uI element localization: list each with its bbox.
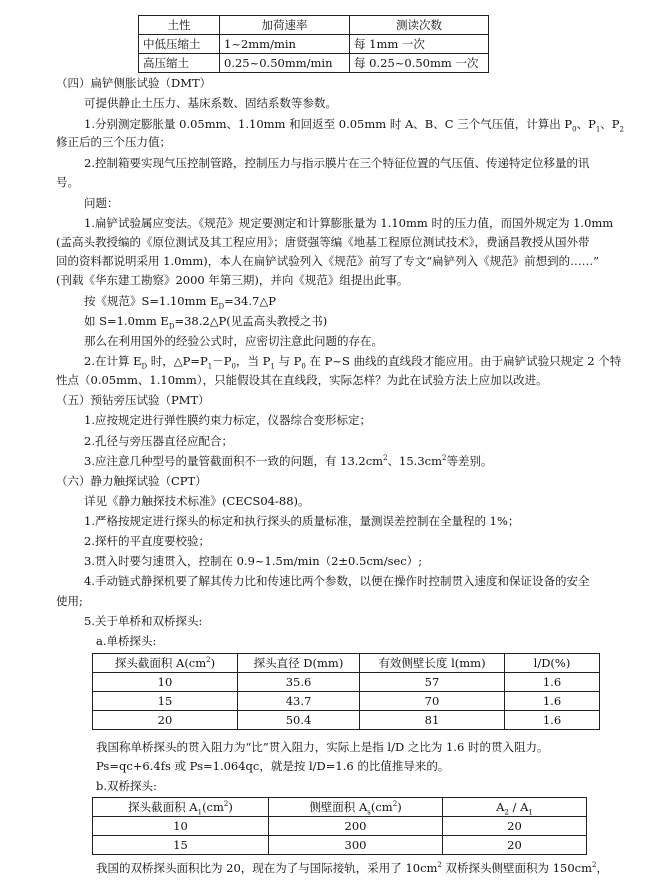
table-cell: 10 <box>93 817 269 836</box>
dmt-para1-line1: 1.分别测定膨胀量 0.05mm、1.10mm 和回返至 0.05mm 时 A、B、C 三个气压值，计算出 $P_0$、$P_1$、$P_2$ <box>84 117 625 134</box>
table-header-cell: 加荷速率 <box>220 16 350 35</box>
dmt-q2-line2: 性点（0.05mm、1.10mm），只能假设其在直线段，实际怎样？为此在试验方法上应加以改进。 <box>56 373 548 387</box>
table-header-cell: 探头截面积 $A(cm^2)$ <box>93 654 238 673</box>
pmt-line-3: 3.应注意几种型号的量管截面积不一致的问题，有 $13.2cm^2$、$15.3cm^2$等差别。 <box>84 454 493 468</box>
table-header-row <box>93 798 587 817</box>
table-cell: 1.6 <box>505 692 600 711</box>
cpt-line-3: 3.贯入时要匀速贯入，控制在 0.9~1.5m/min（2±0.5cm/sec）; <box>84 554 423 568</box>
pmt-line-1: 1.应按规定进行弹性膜约束力标定，仪器综合变形标定； <box>84 413 371 427</box>
soil-rate-table <box>138 15 489 73</box>
section-heading-dmt: （四）扁铲侧胀试验（DMT） <box>56 76 212 90</box>
table-row <box>93 692 600 711</box>
cpt-line-4b: 使用; <box>56 594 83 608</box>
table-cell: 1.6 <box>505 711 600 730</box>
pmt-line-2: 2.孔径与旁压器直径应配合； <box>84 434 233 448</box>
cpt-reference: 详见《静力触探技术标准》(CECS04-88)。 <box>84 494 310 508</box>
table-cell: 每 0.25~0.50mm 一次 <box>350 54 489 73</box>
cpt-line-1: 1.严格按规定进行探头的标定和执行探头的质量标准，量测误差控制在全量程的 1%； <box>84 514 520 528</box>
dmt-q1-line1: 1.扁铲试验属应变法。《规范》规定要测定和计算膨胀量为 1.10mm 时的压力值，而国外规定为 1.0mm <box>84 216 614 230</box>
table-row <box>93 711 600 730</box>
dmt-q1-line2: (孟高头教授编的《原位测试及其工程应用》；唐贤强等编《地基工程原位测试技术》，费涵昌教授从国外带 <box>56 235 590 249</box>
table-header-row <box>93 654 600 673</box>
dmt-para2-line1: 2.控制箱要实现气压控制管路，控制压力与指示膜片在三个特征位置的气压值、传递特定位移量的讯 <box>84 156 590 170</box>
table-header-cell: 探头直径 D(mm) <box>238 654 360 673</box>
dmt-q1-line3: 回的资料都说明采用 1.0mm)，本人在扁铲试验列入《规范》前写了专文“扁铲列入《规范》前想到的……” <box>56 254 599 268</box>
dmt-note: 那么在利用国外的经验公式时，应密切注意此问题的存在。 <box>84 334 383 348</box>
table-cell: 20 <box>443 836 587 855</box>
cpt-line-5: 5.关于单桥和双桥探头: <box>84 614 203 628</box>
table-cell: 15 <box>93 692 238 711</box>
table-cell: 57 <box>360 673 505 692</box>
table-cell: 70 <box>360 692 505 711</box>
table-cell: 中低压缩土 <box>139 35 220 54</box>
dmt-problems-label: 问题： <box>84 196 119 210</box>
dmt-para1-line2: 修正后的三个压力值； <box>56 135 171 149</box>
table-cell: 20 <box>443 817 587 836</box>
table-header-cell: l/D(%) <box>505 654 600 673</box>
single-probe-note-1: 我国称单桥探头的贯入阻力为“比”贯入阻力，实际上是指 l/D 之比为 1.6 时的贯入阻力。 <box>96 740 549 754</box>
table-cell: 1~2mm/min <box>220 35 350 54</box>
table-row <box>139 35 489 54</box>
cpt-single-label: a.单桥探头: <box>96 634 157 648</box>
dmt-q1-line4: (刊载《华东建工勘察》2000 年第三期)，并向《规范》组提出此事。 <box>56 273 409 287</box>
dmt-para2-line2: 号。 <box>56 175 79 189</box>
table-cell: 高压缩土 <box>139 54 220 73</box>
table-cell: 20 <box>93 711 238 730</box>
table-cell: 15 <box>93 836 269 855</box>
double-probe-note-1: 我国的双桥探头面积比为 20，现在为了与国际接轨，采用了 $10cm^2$ 双桥探头侧壁面积为 $150cm^2$， <box>96 861 608 875</box>
table-header-cell: 侧壁面积 $A_s(cm^2)$ <box>269 798 443 817</box>
dmt-formula-2: 如 S=1.0mm $E_D=38.2\triangle P$(见孟高头教授之书) <box>84 314 328 331</box>
single-probe-table <box>92 653 600 730</box>
table-header-row <box>139 16 489 35</box>
table-cell: 43.7 <box>238 692 360 711</box>
table-row <box>139 54 489 73</box>
table-cell: 0.25~0.50mm/min <box>220 54 350 73</box>
table-header-cell: 有效侧壁长度 l(mm) <box>360 654 505 673</box>
cpt-line-2: 2.探杆的平直度要校验； <box>84 534 210 548</box>
section-heading-cpt: （六）静力触探试验（CPT） <box>56 474 207 488</box>
table-cell: 10 <box>93 673 238 692</box>
table-cell: 每 1mm 一次 <box>350 35 489 54</box>
dmt-formula-1: 按《规范》S=1.10mm $E_D=34.7\triangle P$ <box>84 294 276 311</box>
dmt-intro: 可提供静止土压力、基床系数、固结系数等参数。 <box>84 96 337 110</box>
single-probe-note-2: Ps=qc+6.4fs 或 Ps=1.064qc，就是按 l/D=1.6 的比值推导来的。 <box>96 759 450 773</box>
table-row <box>93 673 600 692</box>
table-header-cell: $A_2 / A_1$ <box>443 798 587 817</box>
cpt-double-label: b.双桥探头: <box>96 779 157 793</box>
table-cell: 50.4 <box>238 711 360 730</box>
table-header-cell: 测读次数 <box>350 16 489 35</box>
table-cell: 35.6 <box>238 673 360 692</box>
dmt-q2-line1: 2.在计算 $E_D$ 时，$\triangle P=P_1-P_0$，当 $P_1$ 与 $P_0$ 在 P~S 曲线的直线段才能应用。由于扁铲试验只规定 2 个特 <box>84 354 622 371</box>
table-row <box>93 817 587 836</box>
table-cell: 1.6 <box>505 673 600 692</box>
table-row <box>93 836 587 855</box>
cpt-line-4a: 4.手动链式静探机要了解其传力比和传速比两个参数，以便在操作时控制贯入速度和保证设备的安全 <box>84 574 590 588</box>
table-cell: 300 <box>269 836 443 855</box>
table-header-cell: 土性 <box>139 16 220 35</box>
table-cell: 81 <box>360 711 505 730</box>
table-cell: 200 <box>269 817 443 836</box>
section-heading-pmt: （五）预钻旁压试验（PMT） <box>56 393 210 407</box>
table-header-cell: 探头截面积 $A_1(cm^2)$ <box>93 798 269 817</box>
double-probe-table <box>92 797 587 855</box>
